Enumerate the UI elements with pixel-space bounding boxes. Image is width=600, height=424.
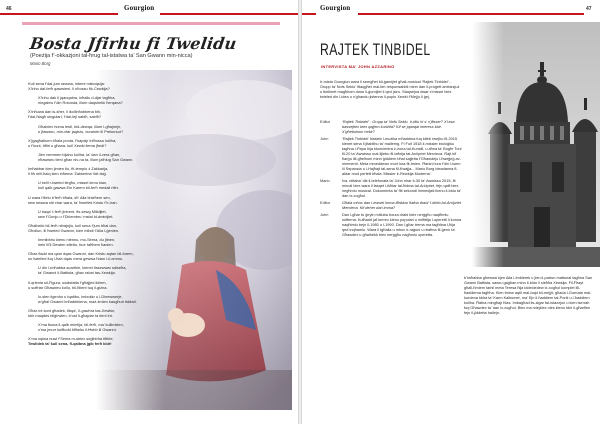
page-number: 47	[586, 6, 592, 12]
speaker-label: John	[320, 213, 329, 217]
stanza	[28, 95, 156, 105]
poem-subtitle: (Poeżija f’-okkażjoni tal-ħrug tal-istatwa ta’ San Gwann min-nicca)	[30, 53, 193, 59]
verse-line: Ix-sien iigenhu u tqatibu, imbokkr u l-Dinewwerje,	[38, 293, 123, 299]
stanza	[28, 166, 156, 176]
verse-line: U kelli r-tweled tiegħu, missel kenu klan,	[38, 180, 108, 186]
verse-line: Jien nemmen bijahu kollha, ta’ dan il-vera għan,	[38, 151, 121, 157]
header-rule-right	[160, 13, 298, 15]
verse-line: heki lil’il Dewien sflettu, fuor taħħem ħanien.	[38, 242, 114, 248]
stanza	[28, 124, 156, 134]
verse-line: Għollun, lil ħweled Gwanni, kien mibdi f’Alla l-ġenien.	[28, 227, 120, 233]
speaker-label: Editur	[320, 120, 331, 124]
verse-line: u suffriar Għawdeu kollu, bil-ħlient tuq il-giżna.	[28, 284, 108, 290]
article-byline: INTERVISTA MA’ JOHN AZZARINO	[321, 64, 395, 69]
header-rule-right	[358, 13, 584, 15]
stanza	[28, 308, 156, 318]
decorative-rule	[22, 22, 280, 25]
poem-author: Mario Borg	[30, 61, 51, 66]
stanza	[28, 265, 156, 275]
stanza	[28, 322, 156, 332]
stanza	[28, 294, 156, 304]
verse-line: w’għal Gwanni imħabbhiena, maż-żmien kaugħuri tiddwil.	[38, 298, 137, 304]
poem-title: Bosta Jfirhu fi Twelidu	[28, 34, 238, 53]
verse-line: X’ma nqiwa nuwi f’Sema m-sbiex soġibbha tiftirie;	[28, 336, 114, 342]
right-header	[302, 3, 600, 17]
church-photo	[472, 22, 600, 267]
left-header	[0, 3, 298, 17]
stanza	[28, 180, 156, 190]
verse-line: Għalxiex huma lesti, bid-dewqa, illum l-għajnejn,	[38, 123, 122, 129]
poem-verses	[28, 81, 156, 351]
stanza	[28, 109, 156, 119]
verse-line: ta’ Gwanni il-Battista, għax rabal tas-Xewkija.	[38, 270, 116, 276]
verse-line: Kull sena f’dal-jum sewwa, intemi mistoqsija:	[28, 81, 105, 86]
verse-line: U wara t’fletu b’ferħ bħala, sħ’ Alla tinieħem sen,	[28, 194, 111, 200]
answer-text: Għala mhux dan l-ewwel imma iffakkar ħafna drabi ’l-ktieb tal-Arċipriet Mercieca. Kif deher dan imma?	[342, 201, 461, 210]
qa-row	[464, 276, 592, 316]
verse-line: nu twielled fuq l-ħab dqas mera gewwa ħdan l-il-ommu.	[28, 256, 124, 262]
verse-line: X’ma tkuna il-qalb mimlija, bil-ferħ, ma’ kullimkien,	[38, 322, 124, 328]
verse-line: U baqa’ t-ferħ jintrent, fis-sewg Milidijiet,	[38, 208, 107, 214]
verse-line: Il-qrienla sil-Figura, sodisfatta f’għajjed ikliem,	[28, 279, 107, 285]
stanza	[28, 237, 156, 247]
verse-line: li fih mill-ħalq kien inħema ‘Żakkerina’ tkit-tsiġ.	[28, 171, 107, 177]
verse-line: X’inħuwa dan is-sħer, li ikollinħobbena bih,	[28, 109, 102, 115]
verse-line: Għax int kont għadek, tibqa’, il-gawhra tas-Xewkin,	[28, 308, 116, 313]
verse-line: sew f’Gunju u f’Diċembru ‘mstal id-dminijiet.	[38, 213, 114, 219]
right-page	[302, 0, 600, 424]
verse-line: u f’kunt, tiftiri u għana, kull Xewki liema jħedi?	[28, 142, 107, 148]
stanza	[28, 138, 156, 148]
header-rule-left	[302, 13, 316, 15]
speaker-label: Editur	[320, 201, 331, 205]
answer-text: Dan l-għar tu ġeyin mitluba borza drabi biex nerġgħu naqtħmlu sofferna. Kulħadd jaf kemm kienu popolari u milfittija l-operetti li konna naqħtmlu bejn il-1980 u l-1990. Dan l-għar trema ma tagħtina l-ħija qed inqħamlu. Wara li tgħalla u mhux ir-raġuni u rbaħna fil-ġenn ta’ Għawdex u għalhekk biex nerġgħu nagħmlu operetta.	[342, 213, 462, 237]
stanza	[28, 152, 156, 162]
qa-row	[320, 179, 462, 199]
answer-text: ‘Rajtek Tinbidel’ - Grupp ta’ Nofs Seklu. Ir-titlu hi s’ x’jfisser? X’uwa bassejtiex biex qajjem kuriżità? Kif se jqanqal interess kbir. X’għeltuhom hekk?	[342, 120, 455, 134]
verse-line: X’inhu dal-ferħ qawwieni, li nħossu fiċ-Ċewkija?	[28, 86, 110, 91]
stanza	[28, 251, 156, 261]
verse-line: Tewlidek ta’ kull sena, fl-qalbna jgib ferħ kbir!	[28, 341, 112, 347]
verse-line: U din l-imħabba suarthie, kienet tissewwar sdiseħa,	[38, 265, 127, 271]
verse-line: x’ma jmurr kuffiudd tilfheku il-Ħobb lil Gwanni.	[38, 327, 117, 333]
stanza	[28, 223, 156, 233]
verse-line: kull qalb gawwa Ein Karem bil-ferħ medall rifer.	[38, 185, 119, 191]
verse-line: Għalhekk bil-ferħ nitrajnjlu, kull sena f’jum bħal dan,	[28, 222, 117, 228]
stanza	[28, 336, 156, 346]
stanza	[28, 209, 156, 219]
interview-column-2	[464, 276, 592, 318]
verse-line: Immibbhu kienu niennu, mo-Sema, du jtinen,	[38, 237, 116, 243]
verse-line: kbir maqdes bilġirwien, b’ost il-għajdar ta tieni int.	[28, 313, 113, 318]
qa-row	[320, 213, 462, 238]
verse-line: nħawweu tieni għax niv-na ta, illum jafhlug San Gwann.	[38, 156, 134, 162]
verse-line: ningabru f’din Rotunda, illum daqshekk ħerqana?	[38, 100, 123, 106]
verse-line: Għax fiadd ma qam dqas Gwanni, dan Kristu aqtan bil-forem,	[28, 251, 134, 257]
answer-text: b’imħabba għewwa kjen Alla l-Imbierek u jien il-patrun mattunal tagħna San Gwann Battista, sawru gagħan minn il-bidu li sieħħa Xewkija. Fil-Ħrayt għall-ħmiem tamil meta Teresa ħija iddeċiedew ix-xogħol komplet lill-ħaddiema tagħha. Kien tmew aqtli mal-bajd bil-mejjit, għada l-Ġurnata mal-kurdena kbira ta’ Karm Kalkumet, ma’ Ejn il-ħaddiem tal-Ponti u l-ħaddiem kollha. Ħafna mingħajr ħlas. Imbagħad lis-siġar tal-istazzjon u kien iserrah fuq Għawdex ta’ dan ix-xogħol. Biex ma mlejżiex nies kienu kbir il-għarfien fejn il-jiddetta hallejn.	[464, 276, 592, 315]
verse-line: u jfawwru, min-xfar jaqbżu, ċuraneb lil Prekursur?	[38, 128, 124, 134]
article-title: RAJTEK TINBIDEL	[320, 40, 431, 59]
answer-text: Iva, nittaba’ dik il-telefonata ta’ John nhar it-30 ta’ Awwissu 2015, fit minuti biex wara li fasqet l-ikħtar tal-ħidma tal-Arċipriet, fejn qalli biex negħmlu musical. Dokumenta ta’ flit sekondi immedjati ikenu il-bidu ta’ dan ix-xogħol.	[342, 179, 461, 198]
magazine-name: Gourgion	[124, 4, 155, 12]
speaker-label: Mario	[320, 179, 330, 183]
verse-line: X’jgagħalhom bħala ponta, f’kapsijr intħossu kollha,	[28, 137, 117, 143]
verse-line: sew sewwa siti xhar wara, ta’ ħwelied Kristu f’Ir-han.	[28, 199, 118, 205]
qa-row	[320, 120, 462, 135]
interview-qa	[320, 120, 462, 240]
answer-text: ‘Rajtek Tinbidel’ hissieb l-mużika mħaddma fuq ktieb rwejhu fil-2015 kienet sena li jitabilhu ta’ mallemg. Fi Fuit 1918 il-missier bioloġiku tagħna l-Papa hija kkunċentra ż-żona tal-Kunsill, u aħna ta’ Bogħr Toni fil-20 ta’ Awwissu mal-iljiebu fil-taħrija tal-Arċipriet Mercieca. Rajt kif ħarġu lill-għelhom minn ġiddiem bħal sajjetta f’Għawdeju l-ħwejjeġ av-nimmenti. Meta mmeddewn mort lura fit-tmien. Ħarsni lura f’din l-isem lil Sepanzia u l-Hajħajt tal-sena fil-Kwajja... Mario Borg ideadanna fl-aktar mod perfett bħala ‘Missier ir-Rewkija Moderna’.	[342, 137, 462, 176]
magazine-name: Gourgion	[320, 4, 351, 12]
left-page	[0, 0, 298, 424]
verse-line: Imħabbar kien jimien fiu, fit-templu ż Żakkarija,	[28, 166, 109, 172]
stanza	[28, 195, 156, 205]
stanza	[28, 81, 156, 91]
verse-line: f’dal-ħlagħ singulari, f’dal-lejl sabiħ, sabiħ?	[28, 114, 102, 120]
qa-row	[320, 137, 462, 177]
qa-row	[320, 201, 462, 211]
speaker-label: John	[320, 137, 329, 141]
article-intro: Ir-mista Gourgion wara li semgħet bil-ġamijiet għall-musical ‘Rajtek Tinbidel’ - Grupp ta’ Nofs Seklu’ ittaqgħet mal-tim responsabbli minn dan il-proġett ambizzjuż u tkellmet magħhom dwar il-ġurnijiet li qed jsiru. Staqsejna dwar x’missel biex twieled din l-idea u x’għandu jistenna il-poplu Xewki f’Mejju li ġej.	[320, 80, 460, 99]
stanza	[28, 280, 156, 290]
header-rule-left	[0, 13, 118, 15]
page-number: 46	[6, 6, 12, 12]
verse-line: X’inhu dak li jqanqalna, inħallu d-djar tagħha,	[38, 95, 116, 101]
